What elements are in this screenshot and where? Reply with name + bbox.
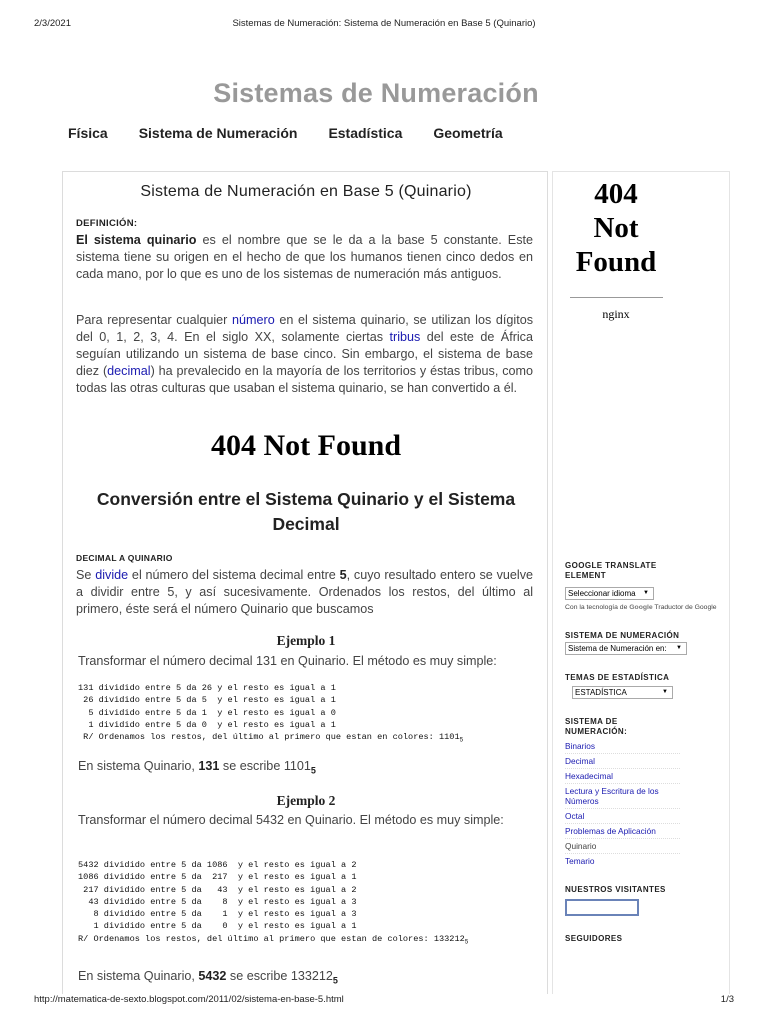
nav-item-fisica[interactable]: Física	[68, 125, 108, 141]
link-tribus[interactable]: tribus	[389, 330, 421, 344]
example-2-step: 8 dividido entre 5 da 1 y el resto es igual a 3	[78, 909, 357, 920]
sidebar-link-hexadecimal[interactable]: Hexadecimal	[565, 769, 680, 784]
example-2-result-text-b: se escribe 133212	[226, 969, 333, 983]
link-decimal[interactable]: decimal	[107, 364, 151, 378]
google-logo[interactable]: Google	[629, 604, 653, 611]
paragraph-digits-text-c: del este de África seguían utilizando un sistema de base cinco. Sin embargo, el sistema de base diez (	[76, 330, 533, 378]
temas-estadistica-select[interactable]	[572, 686, 673, 699]
definicion-heading: DEFINICIÓN:	[76, 218, 138, 229]
sidebar-404-line: 404	[594, 178, 638, 210]
language-select-value: Seleccionar idioma	[568, 589, 636, 598]
paragraph-digits	[76, 312, 533, 397]
example-1-step: 5 dividido entre 5 da 1 y el resto es igual a 0	[78, 707, 336, 718]
attribution-text: Con la tecnología de	[565, 604, 630, 611]
paragraph-method-text-c: , cuyo resultado entero se vuelve a dividir entre 5, y así sucesivamente. Ordenados los restos, del último al primero, éste será el número Quinario que buscamos	[76, 568, 533, 616]
paragraph-method-text-a: Se	[76, 568, 96, 582]
conversion-heading: Conversión entre el Sistema Quinario y el Sistema Decimal	[96, 489, 516, 534]
example-2-summary-base: 5	[464, 938, 469, 946]
sistema-numeracion-select-value: Sistema de Numeración en:	[568, 644, 667, 653]
example-2-step: 1086 dividido entre 5 da 217 y el resto es igual a 1	[78, 872, 357, 883]
chevron-down-icon: ▼	[662, 689, 668, 695]
print-date: 2/3/2021	[34, 18, 71, 29]
example-1-steps	[78, 682, 463, 747]
sidebar-link-temario[interactable]: Temario	[565, 856, 595, 866]
example-2-step: 217 dividido entre 5 da 43 y el resto es igual a 2	[78, 884, 357, 895]
print-document-title: Sistemas de Numeración: Sistema de Numeración en Base 5 (Quinario)	[232, 18, 536, 29]
example-2-step: 5432 dividido entre 5 da 1086 y el resto es igual a 2	[78, 860, 357, 870]
example-1-summary: R/ Ordenamos los restos, del último al primero que estan en colores: 1101	[78, 732, 460, 743]
sidebar-404-message	[553, 177, 679, 279]
example-1-result-number: 131	[198, 759, 220, 773]
example-2-title: Ejemplo 2	[276, 793, 336, 808]
sidebar-404-divider	[570, 297, 663, 298]
example-1-title: Ejemplo 1	[276, 633, 336, 648]
language-select[interactable]	[565, 587, 654, 600]
top-nav	[68, 125, 503, 141]
sidebar-link-quinario[interactable]: Quinario	[565, 839, 680, 854]
paragraph-definition	[76, 232, 533, 283]
post-container	[62, 171, 548, 994]
sidebar-link-binarios[interactable]: Binarios	[565, 739, 680, 754]
blog-title[interactable]: Sistemas de Numeración	[213, 78, 539, 108]
print-url: http://matematica-de-sexto.blogspot.com/2011/02/sistema-en-base-5.html	[34, 994, 344, 1005]
example-2-steps	[78, 859, 468, 949]
link-numero[interactable]: número	[232, 313, 275, 327]
paragraph-digits-text-a: Para representar cualquier	[76, 313, 233, 327]
example-1-result-text-b: se escribe 1101	[219, 759, 311, 773]
paragraph-definition-bold: El sistema quinario	[76, 233, 197, 247]
chevron-down-icon: ▼	[643, 590, 649, 596]
sistema-numeracion-select[interactable]	[565, 642, 687, 655]
sidebar-link-problemas[interactable]: Problemas de Aplicación	[565, 824, 680, 839]
example-1-summary-base: 5	[459, 736, 464, 744]
sidebar-link-octal[interactable]: Octal	[565, 809, 680, 824]
visitantes-heading: NUESTROS VISITANTES	[565, 885, 666, 894]
visitor-counter[interactable]	[565, 899, 639, 916]
example-2-summary: R/ Ordenamos los restos, del último al primero que estan de colores: 133212	[78, 933, 465, 944]
example-2-step: 43 dividido entre 5 da 8 y el resto es igual a 3	[78, 896, 357, 907]
sidebar-404-line: Found	[575, 246, 657, 278]
sistema-numeracion-links-heading: SISTEMA DE NUMERACIÓN:	[565, 717, 628, 736]
sidebar-link-lectura-escritura[interactable]: Lectura y Escritura de los Números	[565, 784, 680, 809]
link-divide[interactable]: divide	[95, 568, 129, 582]
example-2-result	[78, 969, 338, 986]
sidebar-link-decimal[interactable]: Decimal	[565, 754, 680, 769]
example-2-result-number: 5432	[198, 969, 227, 983]
chevron-down-icon: ▼	[676, 645, 682, 651]
attribution-text-b: Traductor de Google	[652, 604, 717, 611]
sidebar-nginx-label: nginx	[602, 307, 630, 321]
paragraph-method-bold: 5	[339, 568, 347, 582]
example-2-result-base: 5	[332, 975, 338, 986]
nav-item-estadistica[interactable]: Estadística	[328, 125, 403, 141]
paragraph-definition-text: es el nombre que se le da a la base 5 constante. Este sistema tiene su origen en el hecho de que los humanos tienen cinco dedos en cada mano, por lo que es uno de los sistemas de numeración más antiguos.	[76, 233, 534, 281]
example-2-step: 1 dividido entre 5 da 0 y el resto es igual a 1	[78, 921, 357, 932]
sidebar-404-line: Not	[593, 212, 639, 244]
sistema-numeracion-heading: SISTEMA DE NUMERACIÓN	[565, 631, 680, 640]
example-1-result-base: 5	[310, 765, 316, 776]
example-2-text: Transformar el número decimal 5432 en Quinario. El método es muy simple:	[78, 813, 504, 827]
example-1-step: 131 dividido entre 5 da 26 y el resto es igual a 1	[78, 683, 336, 693]
google-translate-attribution	[565, 604, 717, 611]
decimal-quinario-heading: DECIMAL A QUINARIO	[76, 553, 173, 563]
example-1-result-text-a: En sistema Quinario,	[78, 759, 199, 773]
paragraph-digits-text-b: en el sistema quinario, se utilizan los dígitos del 0, 1, 2, 3, 4. En el siglo XX, solamente ciertas	[76, 313, 533, 344]
google-translate-heading: GOOGLE TRANSLATE ELEMENT	[565, 561, 657, 580]
embedded-404-message: 404 Not Found	[210, 429, 402, 462]
paragraph-digits-text-d: ) ha prevalecido en la mayoría de los territorios y éstas tribus, como todas las otras culturas que usaban el sistema quinario, se han convertido a él.	[76, 364, 533, 395]
example-2-result-text-a: En sistema Quinario,	[78, 969, 199, 983]
temas-estadistica-select-value: ESTADÍSTICA	[575, 688, 627, 697]
paragraph-method-text-b: el número del sistema decimal entre	[128, 568, 340, 582]
seguidores-heading: SEGUIDORES	[565, 934, 623, 943]
example-1-step: 1 dividido entre 5 da 0 y el resto es igual a 1	[78, 719, 336, 730]
example-1-text: Transformar el número decimal 131 en Quinario. El método es muy simple:	[78, 654, 497, 668]
example-1-result	[78, 759, 316, 776]
paragraph-method	[76, 567, 533, 618]
nav-item-sistema-numeracion[interactable]: Sistema de Numeración	[138, 125, 298, 141]
temas-estadistica-heading: TEMAS DE ESTADÍSTICA	[565, 673, 670, 682]
post-title: Sistema de Numeración en Base 5 (Quinario)	[140, 183, 472, 200]
print-page-number: 1/3	[720, 994, 734, 1005]
nav-item-geometria[interactable]: Geometría	[433, 125, 503, 141]
example-1-step: 26 dividido entre 5 da 5 y el resto es igual a 1	[78, 695, 336, 706]
sistema-numeracion-link-list	[565, 739, 680, 868]
sidebar	[552, 171, 730, 994]
